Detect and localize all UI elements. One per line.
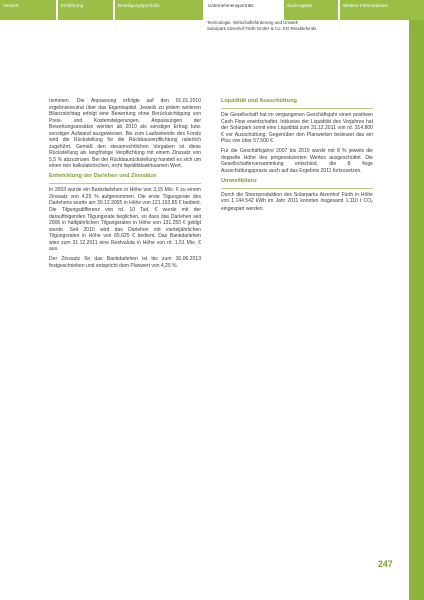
heading-divider	[221, 188, 373, 189]
nav-item-vorwort[interactable]: Vorwort	[0, 0, 58, 20]
paragraph-zinssatz: Der Zinssatz für das Bankdarlehen ist bis zum 30.06.2013 festgeschrieben und entspricht dem Planwert von 4,25 %.	[49, 256, 201, 269]
section-header-line2: Solarpark Atzenhof Fürth GmbH & Co. KG Renditefonds	[207, 26, 317, 32]
heading-umweltbilanz: Umweltbilanz	[221, 177, 257, 184]
side-color-bar	[409, 20, 424, 600]
paragraph-umweltbilanz	[221, 192, 373, 213]
section-header-line1: Technologie, Wirtschaftsförderung und Umwelt	[207, 20, 298, 25]
paragraph-liquiditaet: Die Gesellschaft hat im vergangenen Geschäftsjahr einen positiven Cash Flow erwirtschaftet. Inklusive der Liquidität des Vorjahres hat der Solarpark somit eine Liquidität zum 31.12.2011 von rd. 314.800 € vor Ausschüttung. Gegenüber den Planwerten bedeutet das ein Plus von über 57.500 €.	[221, 112, 373, 145]
paragraph-darlehen: In 2003 wurde ein Bankdarlehen in Höhe von 3,15 Mio. € zu einem Zinssatz von 4,25 % aufgenommen. Die erste Tilgungsrate des Darlehens wurde am 30.12.2005 in Höhe von 121.153,85 € bedient. Die Tilgungsdifferenz von rd. 10 Tsd. € wurde mit der darauffolgenden Tilgungsrate beglichen, so dass das Darlehen seit 2006 in halbjährlichen Tilgungsraten in Höhe von 131.250 € getilgt wurde. Seit 2010 wird das Darlehen mit vierteljährlichen Tilgungsraten in Höhe von 65.625 € bedient. Das Bankdarlehen wies zum 31.12.2011 eine Restvaluta in Höhe von rd. 1,51 Mio. € aus.	[49, 187, 201, 253]
nav-item-sachregister[interactable]: Sachregister	[284, 0, 340, 20]
paragraph-rueckbau: nommen. Die Anpassung erfolgte auf den 01.01.2010 ergebnisneutral über das Eigenkapital. Jeweils zu jedem weiteren Bilanzstichtag erfolgt eine Bewertung ohne Berücksichtigung von Preis- und Kostensteigerungen. Anpassungen der Bewertungsansätze werden ab 2010 als sonstiger Ertrag bzw. sonstiger Aufwand ausgewiesen. Bis zum Laufzeitende des Fonds wird die Rückstellung für die Rückbauverpflichtung ratierlich zugeführt. Gemäß den steuerrechtlichen Vorgaben ist diese Rückstellung als langfristige Verpflichtung mit einem Zinssatz von 5,5 % abzuzinsen. Bei der Rückbaurückstellung handelt es sich um einen rein kalkulatorischen, nicht liquiditätswirksamen Wert.	[49, 98, 201, 170]
heading-divider	[49, 183, 201, 184]
nav-item-unternehmensportraets[interactable]: Unternehmensporträts	[205, 0, 284, 20]
page-number: 247	[378, 559, 393, 569]
right-column	[221, 98, 373, 215]
heading-liquiditaet: Liquidität und Ausschüttung	[221, 98, 297, 104]
section-header	[207, 20, 407, 33]
heading-divider	[221, 108, 373, 109]
umweltbilanz-text-a: Durch die Stromproduktion des Solarparks Atzenhof Fürth in Höhe von 1.144.542 kWh im Jahr 2011 konnten insgesamt 1.110 t CO	[221, 191, 373, 205]
top-navigation	[0, 0, 424, 20]
umweltbilanz-text-b: eingespart werden.	[221, 205, 264, 212]
nav-item-einfuehrung[interactable]: Einführung	[58, 0, 115, 20]
heading-darlehen: Entwicklung der Darlehen und Zinssätze	[49, 173, 157, 180]
nav-item-beteiligungsportfolio[interactable]: Beteiligungsportfolio	[115, 0, 205, 20]
nav-item-weitere-informationen[interactable]: Weitere Informationen	[340, 0, 424, 20]
paragraph-ausschuettung: Für die Geschäftsjahre 2007 bis 2010 wurde mit 8 % jeweils die doppelte Höhe des prognostizierten Wertes ausgeschüttet. Die Gesellschafterversammlung entschied, die 8 %ige Ausschüttungspraxis auch auf das Ergebnis 2011 fortzusetzen.	[221, 148, 373, 174]
co2-subscript: 2	[371, 200, 373, 205]
left-column	[49, 98, 201, 272]
